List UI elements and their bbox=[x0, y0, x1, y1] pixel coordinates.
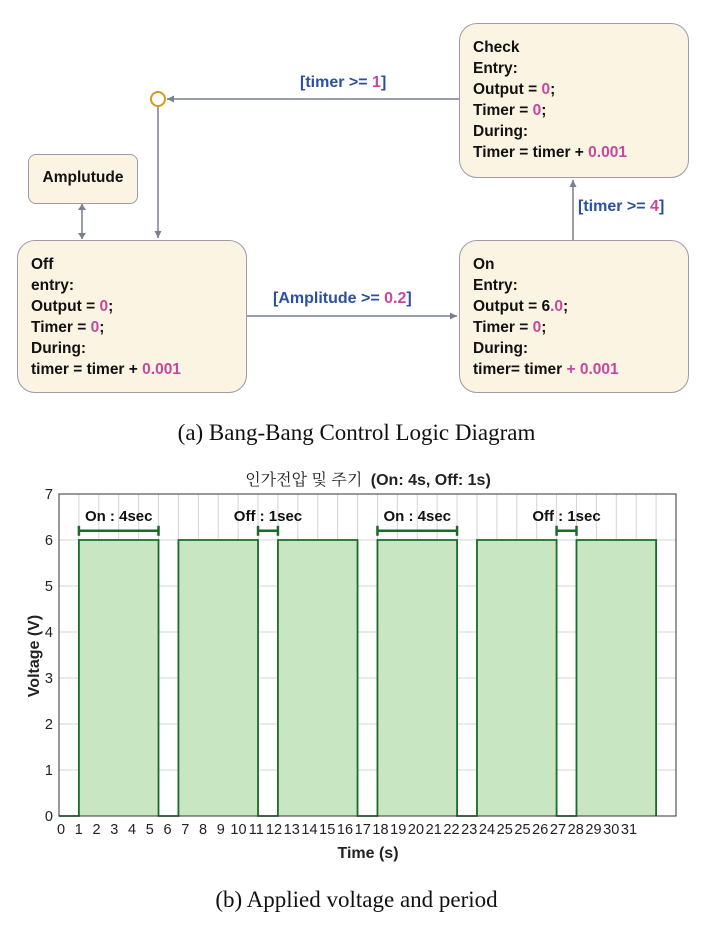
x-tick-label: 0 bbox=[56, 822, 66, 838]
state-line bbox=[473, 142, 688, 163]
link-arrow-down bbox=[78, 233, 86, 239]
code-text: [timer >= bbox=[300, 74, 373, 91]
x-tick-label: 10 bbox=[230, 822, 247, 838]
x-tick-label: 15 bbox=[319, 822, 336, 838]
x-tick-label: 4 bbox=[127, 822, 137, 838]
code-text: ; bbox=[99, 319, 105, 336]
caption-a: (a) Bang-Bang Control Logic Diagram bbox=[177, 420, 536, 445]
code-text: ] bbox=[406, 290, 412, 307]
x-tick-label: 19 bbox=[390, 822, 407, 838]
y-tick-label: 2 bbox=[44, 717, 53, 733]
x-tick-label: 2 bbox=[92, 822, 101, 838]
code-text: Entry: bbox=[473, 277, 518, 294]
code-text: timer = timer + bbox=[31, 361, 143, 378]
x-tick-label: 18 bbox=[372, 822, 389, 838]
code-text: Timer = bbox=[31, 319, 91, 336]
guard-check-to-junction bbox=[300, 74, 386, 92]
state-line bbox=[473, 121, 688, 142]
check-state-content bbox=[473, 37, 688, 163]
x-tick-label: 31 bbox=[620, 822, 638, 838]
x-tick-label: 21 bbox=[425, 822, 442, 838]
x-tick-label: 11 bbox=[248, 822, 264, 838]
state-line bbox=[31, 359, 246, 380]
numeric-literal: 0 bbox=[532, 102, 542, 119]
code-text: ; bbox=[550, 81, 556, 98]
link-arrow-up bbox=[78, 204, 86, 210]
code-text: ; bbox=[108, 298, 114, 315]
code-text: During: bbox=[473, 123, 529, 140]
x-tick-label: 7 bbox=[181, 822, 190, 838]
state-check[interactable] bbox=[459, 23, 689, 178]
state-line bbox=[473, 275, 688, 296]
chart-title-korean: 인가전압 및 주기 bbox=[245, 472, 363, 489]
code-text: Timer = timer + bbox=[473, 144, 589, 161]
code-text: On bbox=[473, 256, 495, 273]
x-tick-label: 3 bbox=[110, 822, 119, 838]
numeric-literal: + 0.001 bbox=[566, 361, 619, 378]
x-tick-label: 24 bbox=[478, 822, 496, 838]
numeric-literal: 0 bbox=[90, 319, 100, 336]
code-text: Timer = bbox=[473, 102, 533, 119]
y-tick-label: 4 bbox=[44, 625, 53, 641]
x-tick-label: 30 bbox=[603, 822, 620, 838]
y-tick-label: 5 bbox=[44, 579, 53, 595]
state-line bbox=[31, 296, 246, 317]
code-text: entry: bbox=[31, 277, 75, 294]
off-state-content bbox=[31, 254, 246, 380]
x-tick-label: 25 bbox=[514, 822, 531, 838]
guard-on-to-check bbox=[578, 198, 664, 216]
x-tick-label: 6 bbox=[163, 822, 172, 838]
code-text: [timer >= bbox=[578, 198, 651, 215]
voltage-chart bbox=[0, 460, 713, 880]
x-tick-label: 25 bbox=[496, 822, 513, 838]
junction-node bbox=[151, 92, 165, 106]
code-text: ] bbox=[658, 198, 665, 215]
x-tick-label: 5 bbox=[145, 822, 154, 838]
code-text: [Amplitude >= bbox=[273, 290, 385, 307]
numeric-literal: 0.2 bbox=[384, 290, 407, 307]
code-text: ] bbox=[380, 74, 387, 91]
y-tick-label: 0 bbox=[44, 809, 53, 825]
span-annotation-label: On : 4sec bbox=[84, 507, 153, 525]
code-text: Timer = bbox=[473, 319, 533, 336]
caption-b: (b) Applied voltage and period bbox=[215, 887, 498, 912]
state-line bbox=[473, 254, 688, 275]
code-text: timer= timer bbox=[473, 361, 567, 378]
x-tick-label: 13 bbox=[283, 822, 300, 838]
state-line bbox=[473, 58, 688, 79]
code-text: ; bbox=[541, 102, 547, 119]
x-tick-label: 16 bbox=[336, 822, 354, 838]
numeric-literal: 0.001 bbox=[588, 144, 627, 161]
x-tick-label: 1 bbox=[74, 822, 83, 838]
x-tick-label: 8 bbox=[198, 822, 208, 838]
chart-title bbox=[245, 470, 491, 489]
state-line bbox=[31, 275, 246, 296]
code-text: Check bbox=[473, 39, 520, 56]
x-tick-label: 23 bbox=[461, 822, 478, 838]
numeric-literal: 0 bbox=[541, 81, 551, 98]
state-line bbox=[473, 79, 688, 100]
span-annotation-label: Off : 1sec bbox=[233, 507, 303, 525]
y-tick-label: 7 bbox=[44, 487, 53, 503]
numeric-literal: 0 bbox=[99, 298, 109, 315]
x-tick-label: 9 bbox=[216, 822, 225, 838]
numeric-literal: 4 bbox=[650, 198, 659, 215]
span-annotation-label: On : 4sec bbox=[383, 507, 452, 525]
on-state-content bbox=[473, 254, 688, 380]
y-tick-label: 3 bbox=[44, 671, 53, 687]
code-text: Entry: bbox=[473, 60, 518, 77]
state-line bbox=[31, 254, 246, 275]
code-text: During: bbox=[31, 340, 87, 357]
x-axis-label: Time (s) bbox=[337, 845, 399, 862]
x-tick-label: 28 bbox=[567, 822, 584, 838]
code-text: Output = 6 bbox=[473, 298, 551, 315]
y-tick-label: 1 bbox=[44, 763, 53, 779]
code-text: ; bbox=[541, 319, 547, 336]
state-line bbox=[473, 100, 688, 121]
numeric-literal: .0 bbox=[550, 298, 564, 315]
amplitude-block[interactable]: Amplutude bbox=[28, 154, 138, 204]
code-text: During: bbox=[473, 340, 529, 357]
x-tick-label: 29 bbox=[585, 822, 602, 838]
x-tick-label: 20 bbox=[407, 822, 425, 838]
y-axis-label: Voltage (V) bbox=[26, 614, 43, 698]
chart-title-bold: (On: 4s, Off: 1s) bbox=[370, 472, 491, 489]
numeric-literal: 0 bbox=[532, 319, 542, 336]
state-line bbox=[473, 338, 688, 359]
guard-off-to-on bbox=[273, 290, 412, 308]
state-line bbox=[473, 359, 688, 380]
x-tick-label: 14 bbox=[301, 822, 318, 838]
numeric-literal: 0.001 bbox=[142, 361, 181, 378]
code-text: Output = bbox=[473, 81, 542, 98]
numeric-literal: 1 bbox=[372, 74, 381, 91]
span-annotation-label: Off : 1sec bbox=[532, 507, 601, 525]
x-tick-label: 27 bbox=[549, 822, 567, 838]
y-tick-label: 6 bbox=[44, 533, 53, 549]
state-line bbox=[473, 37, 688, 58]
x-tick-label: 22 bbox=[443, 822, 460, 838]
code-text: Output = bbox=[31, 298, 100, 315]
x-tick-label: 17 bbox=[354, 822, 371, 838]
state-line bbox=[31, 317, 246, 338]
code-text: ; bbox=[563, 298, 569, 315]
x-tick-label: 26 bbox=[532, 822, 549, 838]
state-on[interactable] bbox=[459, 240, 689, 393]
code-text: Off bbox=[31, 256, 54, 273]
state-off[interactable] bbox=[17, 240, 247, 393]
state-line bbox=[31, 338, 246, 359]
state-line bbox=[473, 317, 688, 338]
state-line bbox=[473, 296, 688, 317]
x-tick-label: 12 bbox=[265, 822, 283, 838]
